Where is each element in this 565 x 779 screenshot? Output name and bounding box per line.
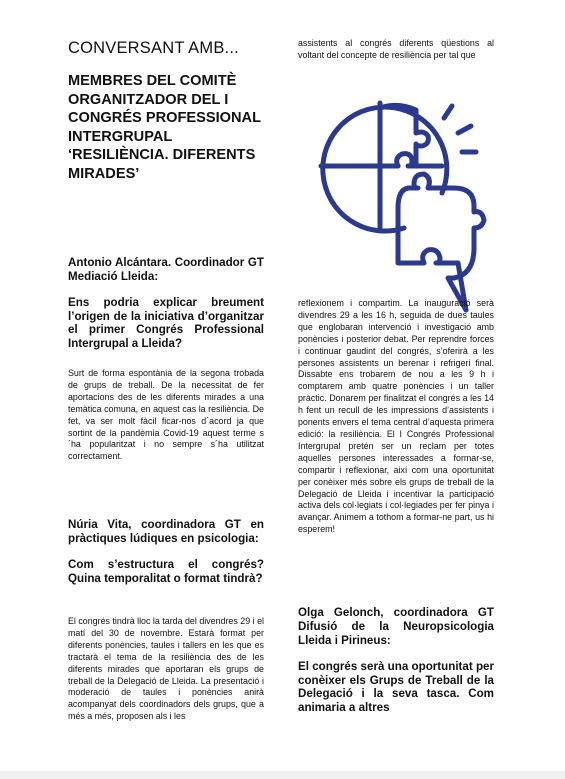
article-headline: MEMBRES DEL COMITÈ ORGANITZADOR DEL I CONGRÉS PROFESSIONAL INTERGRUPAL ‘RESILIÈNCIA. DIFERENTS MIRADES’ — [68, 73, 261, 182]
question-lead: El congrés serà una oportunitat per conèixer els Grups de Treball de la Delegació i la seva tasca. Com animaria a altres — [298, 660, 494, 714]
globe-puzzle-chat-icon — [298, 78, 494, 318]
left-column — [68, 38, 264, 722]
answer-structure-continued: assistents al congrés diferents qüestions al voltant del concepte de resiliència per tal que — [298, 38, 494, 60]
speaker-olga: Olga Gelonch, coordinadora GT Difusió de la Neuropsicologia Lleida i Pirineus: — [298, 606, 494, 647]
question-structure: Com s’estructura el congrés? Quina temporalitat o format tindrà? — [68, 558, 264, 585]
answer-structure-body: reflexionem i compartim. La inauguració serà divendres 29 a les 16 h, seguida de dues taules que englobaran intervenció i investigació amb ponències i posterior debat. Per reprendre forces i continuar gaudint del congrés, s’oferirà a les persones assistents un berenar i refrigeri final. Dissabte ens trobarem de nou a les 9 h i comptarem amb quatre ponències i un taller pràctic. Donarem per finalitzat el congrés a les 14 h fent un recull de les impressions d’assistents i ponents envers el tema central d’aquesta primera edició: la resiliència. El I Congrés Professional Intergrupal pretén ser un reclam per totes aquelles persones interessades a formar-se, compartir i reflexionar, així com una oportunitat per conèixer més sobre els grups de treball de la Delegació de Lleida i incentivar la participació activa dels col·legiats i col·legiades per fer pinya i avançar. Animem a tothom a formar-ne part, us hi esperem! — [298, 298, 494, 535]
question-origin: Ens podria explicar breument l’origen de la iniciativa d’organitzar el primer Congrés Professional Intergrupal a Lleida? — [68, 296, 264, 350]
answer-origin: Surt de forma espontània de la segona trobada de grups de treball. De la necessitat de fer aportacions des de les diferents mirades a una temàtica comuna, en aquest cas la resiliència. De fet, va ser molt fàcil ficar-nos d´acord ja que sortint de la pandèmia Covid-19 aquest terme s´ha popularitzat i no sempre s´ha utilitzat correctament. — [68, 368, 264, 462]
speaker-nuria: Núria Vita, coordinadora GT en pràctiques lúdiques en psicologia: — [68, 518, 264, 545]
speaker-antonio: Antonio Alcántara. Coordinador GT Mediació Lleida: — [68, 256, 264, 283]
section-kicker: CONVERSANT AMB... — [68, 39, 239, 57]
answer-structure: El congrés tindrà lloc la tarda del divendres 29 i el matí del 30 de novembre. Estarà format per diferents ponències, taules i tallers en les que es tractarà el tema de la resiliència des de les diferents mirades que aportaran els grups de treball de la Delegació de Lleida. La presentació i moderació de taules i ponències anirà acompanyat dels coordinadors dels grups, que a més a més, proposen als i les — [68, 616, 264, 722]
